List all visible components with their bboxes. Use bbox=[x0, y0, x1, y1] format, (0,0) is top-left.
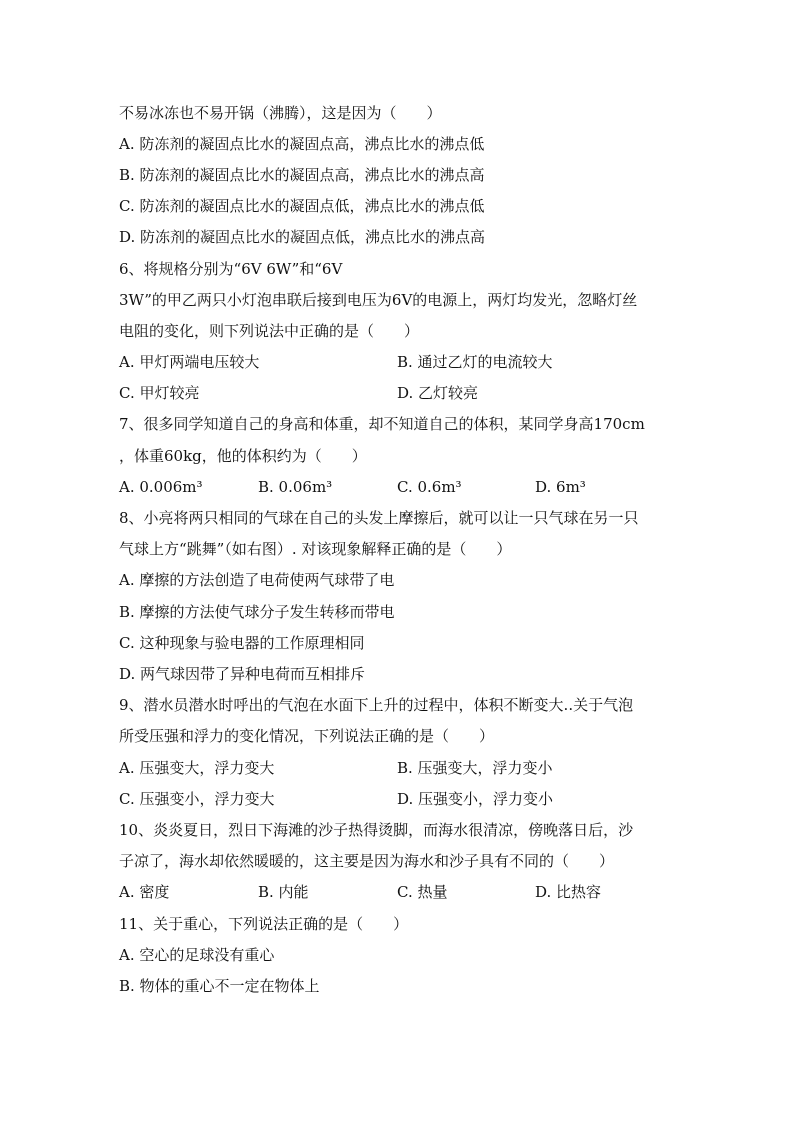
q8-option-d: D. 两气球因带了异种电荷而互相排斥 bbox=[119, 665, 366, 683]
q9-options-row-2 bbox=[119, 789, 679, 809]
q7-options-row bbox=[119, 477, 679, 497]
q6-option-a: A. 甲灯两端电压较大 bbox=[119, 353, 260, 371]
q6-stem-line-1: 6、将规格分别为“6V 6W”和“6V bbox=[119, 260, 343, 278]
q9-options-row-1 bbox=[119, 758, 679, 778]
q5-option-b: B. 防冻剂的凝固点比水的凝固点高，沸点比水的沸点高 bbox=[119, 166, 485, 184]
q9-stem-line-2: 所受压强和浮力的变化情况，下列说法正确的是（ ） bbox=[119, 727, 495, 745]
q11-option-b: B. 物体的重心不一定在物体上 bbox=[119, 977, 320, 995]
q7-option-a: A. 0.006m³ bbox=[119, 478, 203, 496]
q6-stem-line-3: 电阻的变化，则下列说法中正确的是（ ） bbox=[119, 322, 420, 340]
q8-option-c: C. 这种现象与验电器的工作原理相同 bbox=[119, 634, 365, 652]
q11-stem: 11、关于重心，下列说法正确的是（ ） bbox=[119, 915, 409, 933]
q9-option-d: D. 压强变小，浮力变小 bbox=[397, 790, 554, 808]
q5-option-c: C. 防冻剂的凝固点比水的凝固点低，沸点比水的沸点低 bbox=[119, 197, 485, 215]
q10-stem-line-1: 10、炎炎夏日，烈日下海滩的沙子热得烫脚，而海水很清凉，傍晚落日后，沙 bbox=[119, 821, 634, 839]
q6-options-row-1 bbox=[119, 352, 679, 372]
q6-options-row-2 bbox=[119, 383, 679, 403]
q10-options-row bbox=[119, 882, 679, 902]
q7-option-c: C. 0.6m³ bbox=[397, 478, 462, 496]
q6-option-d: D. 乙灯较亮 bbox=[397, 384, 479, 402]
q6-option-b: B. 通过乙灯的电流较大 bbox=[397, 353, 553, 371]
q10-option-d: D. 比热容 bbox=[535, 883, 602, 901]
q6-option-c: C. 甲灯较亮 bbox=[119, 384, 200, 402]
q8-stem-line-2: 气球上方“跳舞”（如右图）. 对该现象解释正确的是（ ） bbox=[119, 540, 512, 558]
q9-stem-line-1: 9、潜水员潜水时呼出的气泡在水面下上升的过程中，体积不断变大..关于气泡 bbox=[119, 696, 634, 714]
q5-option-a: A. 防冻剂的凝固点比水的凝固点高，沸点比水的沸点低 bbox=[119, 135, 485, 153]
q6-stem-line-2: 3W”的甲乙两只小灯泡串联后接到电压为6V的电源上，两灯均发光，忽略灯丝 bbox=[119, 291, 638, 309]
q8-option-a: A. 摩擦的方法创造了电荷使两气球带了电 bbox=[119, 571, 395, 589]
q10-stem-line-2: 子凉了，海水却依然暖暖的，这主要是因为海水和沙子具有不同的（ ） bbox=[119, 852, 615, 870]
q9-option-b: B. 压强变大，浮力变小 bbox=[397, 759, 553, 777]
q9-option-c: C. 压强变小，浮力变大 bbox=[119, 790, 275, 808]
q10-option-b: B. 内能 bbox=[258, 883, 309, 901]
q7-option-b: B. 0.06m³ bbox=[258, 478, 333, 496]
q8-option-b: B. 摩擦的方法使气球分子发生转移而带电 bbox=[119, 603, 395, 621]
q7-stem-line-2: ，体重60kg，他的体积约为（ ） bbox=[119, 447, 367, 465]
q5-stem-continuation: 不易冰冻也不易开锅（沸腾），这是因为（ ） bbox=[119, 104, 442, 122]
q9-option-a: A. 压强变大，浮力变大 bbox=[119, 759, 275, 777]
q7-option-d: D. 6m³ bbox=[535, 478, 586, 496]
q5-option-d: D. 防冻剂的凝固点比水的凝固点低，沸点比水的沸点高 bbox=[119, 228, 486, 246]
q10-option-c: C. 热量 bbox=[397, 883, 448, 901]
q7-stem-line-1: 7、很多同学知道自己的身高和体重，却不知道自己的体积，某同学身高170cm bbox=[119, 415, 645, 433]
q10-option-a: A. 密度 bbox=[119, 883, 170, 901]
q11-option-a: A. 空心的足球没有重心 bbox=[119, 946, 275, 964]
q8-stem-line-1: 8、小亮将两只相同的气球在自己的头发上摩擦后，就可以让一只气球在另一只 bbox=[119, 509, 639, 527]
